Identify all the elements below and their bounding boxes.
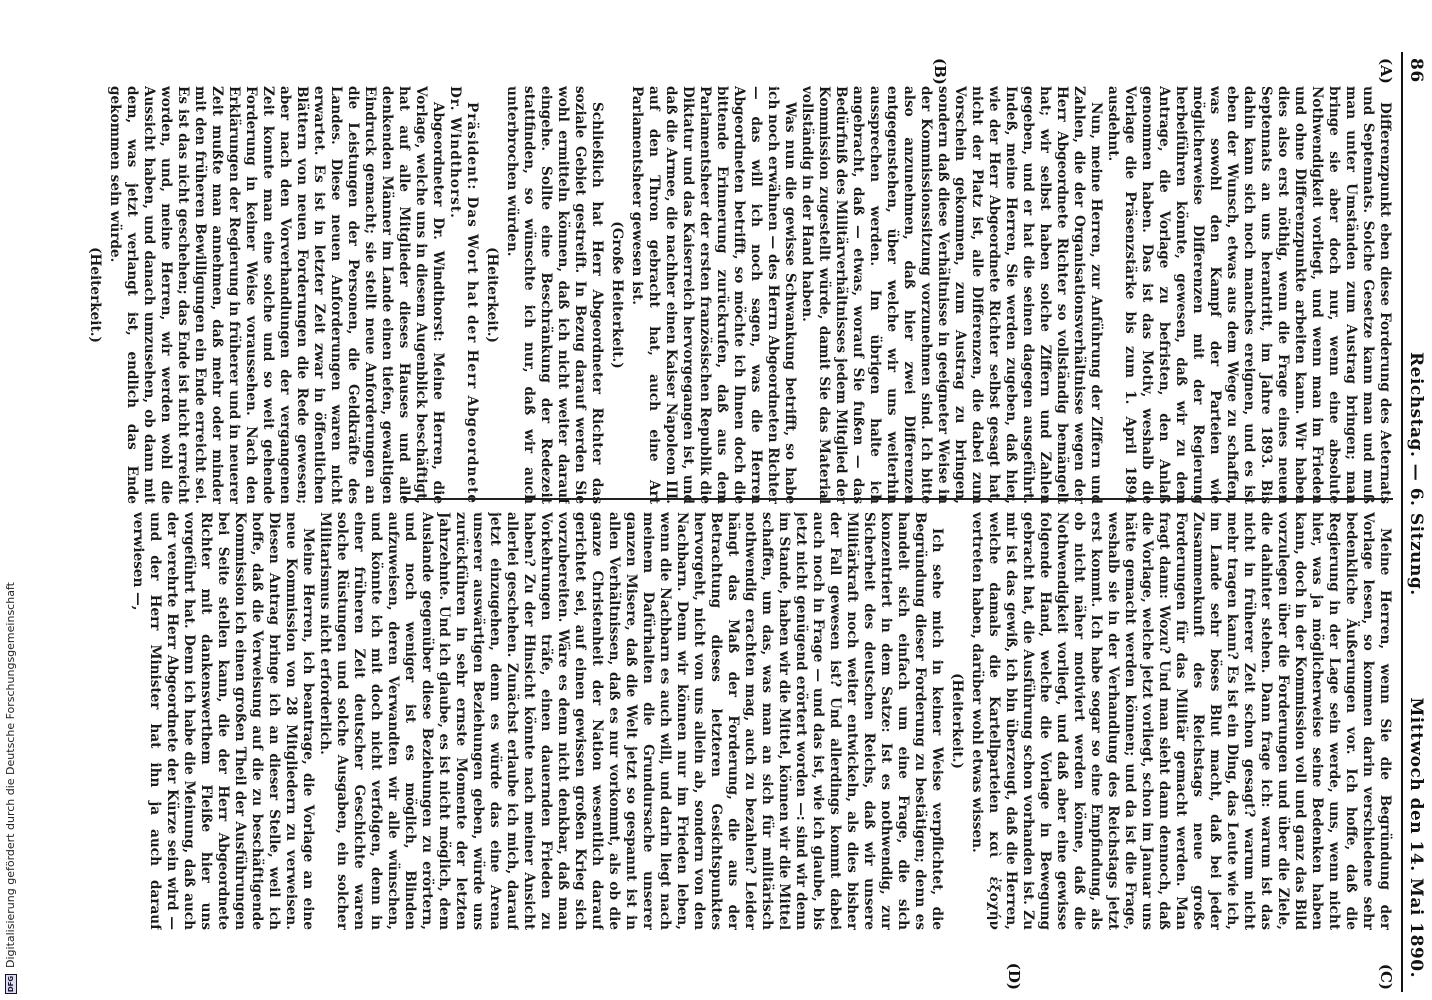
interjection: (Heiterkeit.) [484,247,500,343]
paragraph: Meine Herren, wenn Sie die Begründung der Vorlage lesen, so kommen darin verschiedene sehr bedenkliche Äußerungen vor. Ich hoffe, daß die Regierung in der Lage sein werde, uns, wenn nicht hier, was ja möglicherweise seine Bedenken haben kann, doch in der Kommission voll und ganz das Bild vorzulegen über die Forderungen und über die Ziele, die dahinter stehen. Dann frage ich: warum ist das nicht in früherer Zeit schon gesagt? warum nicht mehr tragen kann? Es ist ein Ding, das Leute wie ich, im Lande sehr böses Blut macht, daß bei jeder Zusammenkunft des Reichstags neue große Forderungen für das Militär gemacht werden. Man fragt dann: Wozu? Und man sieht dann dennoch, daß die Vorlage, welche jetzt vorliegt, schon im Januar uns hätte gemacht werden können; und da ist die Frage, weshalb sie in der Verhandlung des Reichstags jetzt erst kommt. Ich habe sogar so eine Empfindung, als ob nicht näher motiviert werden könne, daß die Nothwendigkeit vorliegt, und daß aber eine gewisse folgende Hand, welche die Vorlage in Bewegung gebracht hat, die Ausführung schon vorhanden ist. Zu mir ist das gewiß, ich bin überzeugt, daß die Herren, welche damals die Kartellparteien καὶ ἐξοχήν vertreten haben, darüber wohl etwas wissen. [969,512,1393,930]
speaker-line: Präsident: Das Wort hat der Herr Abgeordnete Dr. Windthorst. [447,86,480,504]
interjection: (Große Heiterkeit.) [609,221,625,369]
margin-mark-a: (A) [1377,58,1395,84]
column-divider [403,498,1393,500]
digitization-footer [4,582,17,994]
running-title: Reichstag. — 6. Sitzung. [1406,352,1426,596]
paragraph: Meine Herren, ich beantrage, die Vorlage an eine neue Kommission von 28 Mitgliedern zu verweisen. Diesen Antrag bringe ich an dieser Stelle, weil ich hoffe, daß die Verweisung auf die zu beschäftigende Kommission ich einen großen Theil der Ausführungen bei Seite stellen kann, die der Herr Abgeordnete Richter mit dankenswerthem Fleiße hier uns vorgeführt hat. Denn ich habe die Meinung, daß auch der verehrte Herr Abgeordnete der Kürze sein wird — und der Herr Minister hat ihn ja auch darauf verwiesen —, [130,512,316,930]
session-date: Mittwoch den 14. Mai 1890. [1406,697,1426,978]
paragraph: Schließlich hat Herr Abgeordneter Richter das soziale Gebiet gestreift. In Bezug darauf werden Sie wohl ermitteln können, daß ich nicht weiter darauf eingehe. Sollte eine Beschränkung der Redezeit stattfinden, so wünschte ich nur, daß wir auch unterbrochen würden. [504,86,605,504]
paragraph: Ich sehe mich in keiner Weise verpflichtet, die Begründung dieser Forderung zu bestätigen; denn es handelt sich einfach um eine Frage, die sich konzentriert in dem Satze: Ist es nothwendig, zur Sicherheit des deutschen Reichs, daß wir unsere Militärkraft noch weiter entwickeln, als dies bisher der Fall gewesen ist? Und allerdings kommt dabei auch noch in Frage — und das ist, wie ich glaube, bis jetzt nicht genügend erörtert worden —: sind wir denn im Stande, haben wir die Mittel, können wir die Mittel schaffen, um das, was man an sich für militärisch nothwendig erachten mag, auch zu bezahlen? Leider hängt das Maß der Forderung, die aus der Betrachtung dieses letzteren Gesichtspunktes hervorgeht, nicht von uns allein ab, sondern von den Nachbarn. Denn wir können nur im Frieden leben, wenn die Nachbarn es auch will, und darin liegt nach meinem Dafürhalten die Grundursache unserer ganzen Misere, daß die Welt jetzt so gespannt ist in allen Verhältnissen, daß es nur vorkommt, als ob die ganze Christenheit der Nation wesentlich darauf gerichtet sei, auf einen gewissen großen Krieg sich vorzubereiten. Wäre es denn nicht denkbar, daß man Vorkehrungen träfe, einen dauernden Frieden zu haben? Zu der Hinsicht könnte nach meiner Ansicht allerlei geschehen. Zunächst erlaube ich mich, darauf jetzt einzugehen, denn es würde das eine Arena unserer auswärtigen Beziehungen geben, würde uns zurückführen in sehr ernste Momente der letzten Jahrzehnte. Und ich glaube, es ist nicht möglich, dem Auslande gegenüber diese Beziehungen zu erörtern, und noch weniger ist es möglich, Blinden aufzuweisen, deren Verwandten wir alle wünschen, und könnte ich mit doch nicht verfolgen, denn in einer früheren Zeit deutscher Geschichte waren solche Rüstungen und solche Ausgaben, ein solcher Militarismus nicht erforderlich. [317,512,945,930]
page-header [1401,52,1427,992]
paragraph: Nun, meine Herren, zur Anführung der Ziffern und Zahlen, die der Organisationsverhältnisse wegen der Herr Abgeordnete Richter so vollständig bemängelt hat; wir selbst haben solche Ziffern und Zahlen gegeben, und er hat die seinen dagegen ausgeführt. Indeß, meine Herren, Sie werden zugeben, daß hier, wie der Herr Abgeordnete Richter selbst gesagt hat, nicht der Platz ist, alle Differenzen, die dabei zum Vorschein gekommen, zum Austrag zu bringen, sondern daß diese Verhältnisse in geeigneter Weise in der Kommissionssitzung vorzunehmen sind. Ich bitte also anzunehmen, daß hier zwei Differenzen entgegenstehen, über welche wir uns weiterhin aussprechen werden. Im übrigen halte ich angebracht, daß — etwas, worauf Sie fußen — das Bedürfniß des Militärverhältnisses jedem Mitglied der Kommission zugestellt würde, damit Sie das Material vollständig in der Hand haben. [799,86,1104,504]
digitization-note: Digitalisierung gefördert durch die Deutsche Forschungsgemeinschaft [4,582,17,968]
paragraph: Was nun die gewisse Schwankung betrifft, so habe ich noch erwähnen — des Herrn Abgeordneten Richter — das will ich noch sagen, was die Herren Abgeordneten betrifft, so möchte ich Ihnen doch die bittende Erinnerung zurückrufen, daß aus dem Parlamentsheer der ersten französischen Republik die Diktatur und das Kaiserreich hervorgegangen ist, und daß die Armee, die nachher einen Kaiser Napoleon III. auf den Thron gebracht hat, auch eine Art Parlamentsheer gewesen ist. [629,86,798,504]
interjection: (Heiterkeit.) [87,247,103,343]
scanned-page [17,52,1427,992]
left-text-column [17,86,1393,504]
margin-mark-d: (D) [1005,962,1023,990]
margin-mark-b: (B) [931,58,949,85]
margin-mark-c: (C) [1377,963,1395,990]
interjection: (Heiterkeit.) [949,673,965,769]
paragraph: Abgeordneter Dr. Windthorst: Meine Herren, die Vorlage, welche uns in diesem Augenblick beschäftigt, hat auf alle Mitglieder dieses Hauses und alle denkenden Männer im Lande einen tiefen, gewaltigen Eindruck gemacht; sie stellt neue Anforderungen an die Leistungen der Personen, die Geldkräfte des Landes. Diese neuen Anforderungen waren nicht erwartet. Es ist in letzter Zeit zwar in öffentlichen Blättern von neuen Forderungen die Rede gewesen; aber nach den Vorverhandlungen der vergangenen Zeit konnte man eine solche und so weit gehende Forderung in keiner Weise voraussehen. Nach den Erklärungen der Regierung in früherer und in neuerer Zeit mußte man annehmen, daß mehr oder minder mit den früheren Bewilligungen ein Ende erreicht sei. Es ist das nicht geschehen; das Ende ist nicht erreicht worden, und, meine Herren, wir werden wohl die Aussicht haben, und danach umzusehen, ob dann mit dem, was jetzt verlangt ist, endlich das Ende gekommen sein würde. [107,86,446,504]
page-number: 86 [1406,58,1426,83]
paragraph: Differenzpunkt eben diese Forderung des Aeternats und Septennats. Solche Gesetze kann man und muß man unter Umständen zum Austrag bringen; man bringe sie aber doch nur, wenn eine absolute Nothwendigkeit vorliegt, und wenn man im Frieden und ohne Differenzpunkte arbeiten kann. Wir haben dies also erst nöthig, wenn die Frage eines neuen Septennats an uns herantritt, im Jahre 1893. Bis dahin kann sich noch manches ereignen, und es ist eben der Wunsch, etwas aus dem Wege zu schaffen, was sowohl den Kampf der Parteien wie möglicherweise Differenzen mit der Regierung herbeiführen könnte, gewesen, daß wir zu dem Antrage, die Vorlage zu befristen, den Anlaß genommen haben. Das ist das Motiv, weshalb die Vorlage die Präsenzstärke bis zum 1. April 1894 ausdehnt. [1105,86,1393,504]
right-text-column [17,512,1393,930]
dfg-logo: DFG [6,975,15,993]
